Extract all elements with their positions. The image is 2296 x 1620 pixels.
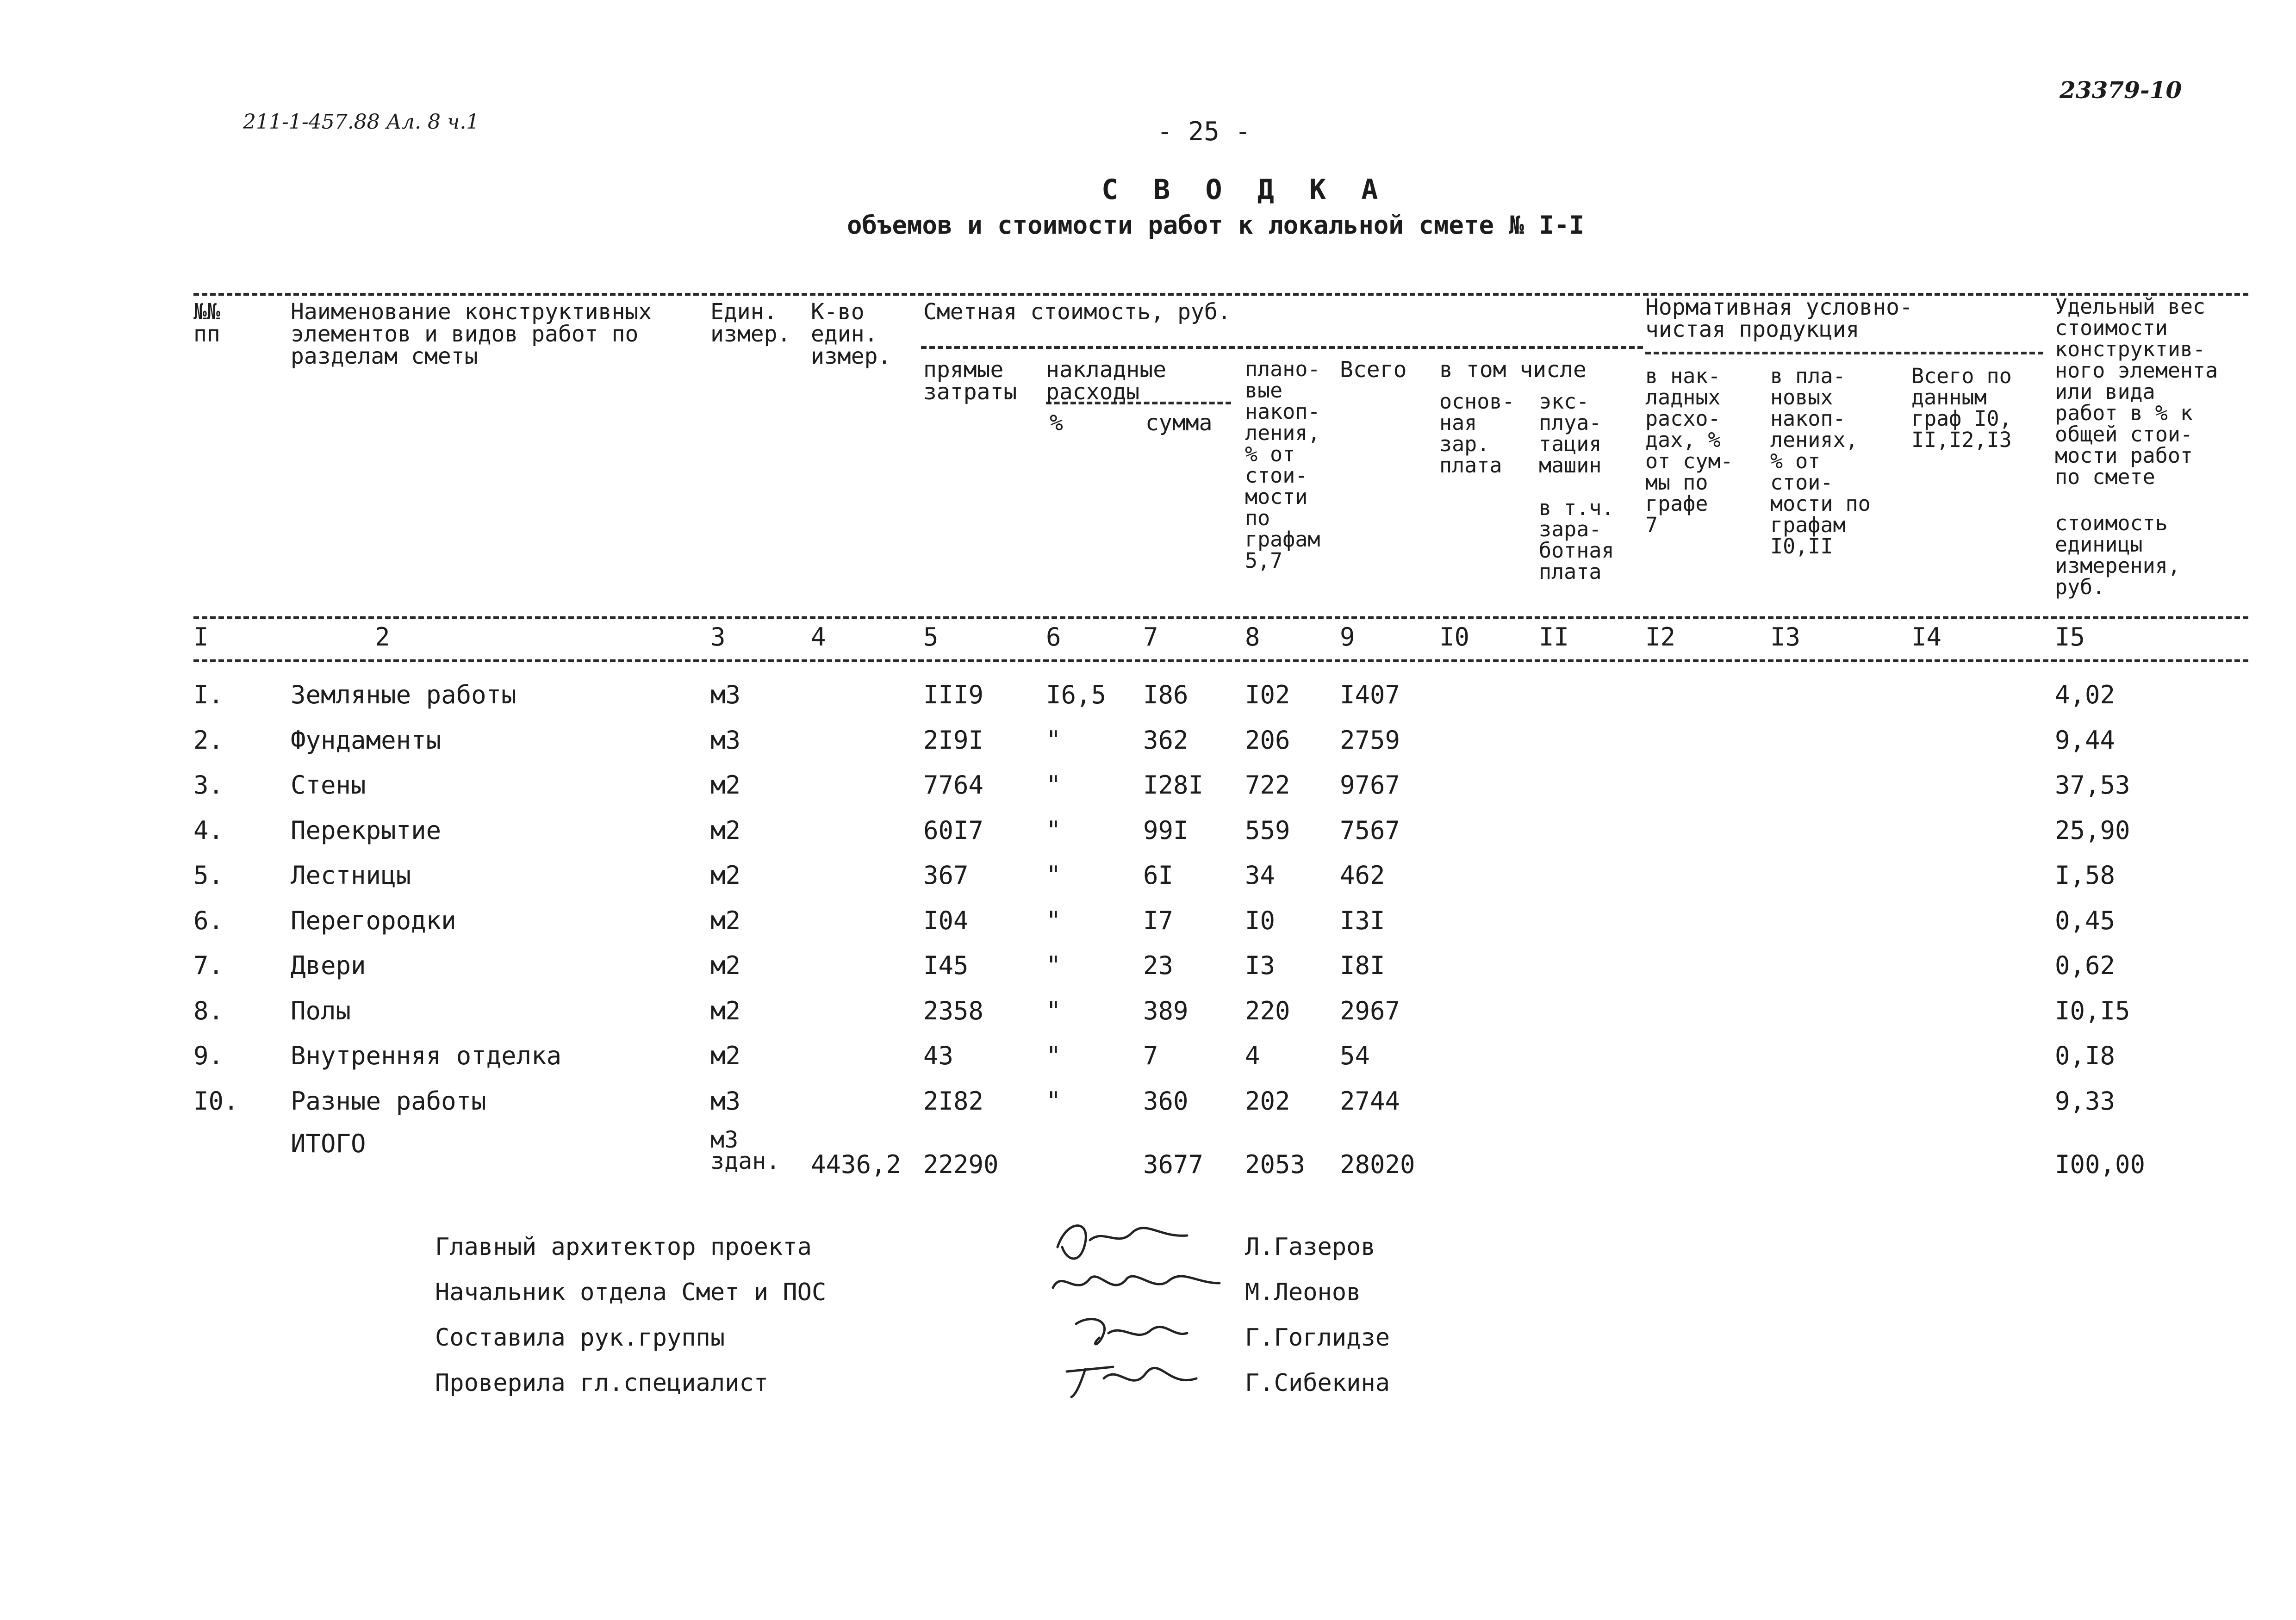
row-overhead-pct: ": [1046, 906, 1061, 935]
header-machines-wage: в т.ч. зара- ботная плата: [1539, 496, 1614, 584]
row-total: 7567: [1340, 815, 1400, 845]
row-name: Внутренняя отделка: [291, 1041, 562, 1070]
row-overhead-sum: 360: [1143, 1086, 1188, 1116]
row-unit: м2: [710, 1041, 741, 1070]
handwritten-signature: [1048, 1215, 1224, 1266]
table-row: [0, 861, 2296, 906]
row-name: Разные работы: [291, 1086, 486, 1116]
row-direct-cost: 2358: [923, 996, 984, 1025]
row-weight: 4,02: [2055, 680, 2116, 709]
row-number: 8.: [193, 996, 224, 1025]
row-overhead-sum: 99I: [1143, 815, 1188, 845]
header-overhead-sum: сумма: [1145, 410, 1213, 436]
header-norm-planned: в пла- новых накоп- лениях, % от стои- мости по графам I0,II: [1770, 364, 1871, 559]
header-unit: Един. измер.: [710, 299, 791, 347]
row-overhead-pct: ": [1046, 815, 1061, 845]
column-number: 6: [1046, 622, 1061, 652]
row-total: 54: [1340, 1041, 1370, 1070]
row-overhead-pct: ": [1046, 770, 1061, 800]
header-incl: в том числе: [1439, 357, 1587, 383]
row-direct-cost: 2I82: [923, 1086, 984, 1116]
row-number: I0.: [193, 1086, 239, 1116]
colnum-bottom-rule: [193, 659, 2248, 662]
header-overhead-pct: %: [1050, 410, 1063, 436]
table-top-rule: [193, 293, 2248, 296]
total-label: ИТОГО: [291, 1129, 366, 1158]
row-planned: 4: [1245, 1041, 1260, 1070]
row-weight: 0,45: [2055, 906, 2116, 935]
signatory-title: Главный архитектор проекта: [435, 1233, 812, 1261]
row-direct-cost: I04: [923, 906, 969, 935]
page-title: С В О Д К А: [1101, 174, 1388, 206]
row-weight: I0,I5: [2055, 996, 2130, 1025]
header-base-wage: основ- ная зар. плата: [1439, 389, 1515, 478]
row-direct-cost: 7764: [923, 770, 984, 800]
column-number: I5: [2055, 622, 2085, 652]
row-unit: м2: [710, 861, 741, 890]
row-weight: 37,53: [2055, 770, 2130, 800]
row-planned: 722: [1245, 770, 1290, 800]
row-unit: м2: [710, 770, 741, 800]
row-name: Двери: [291, 951, 366, 980]
row-number: I.: [193, 680, 224, 709]
column-number: 9: [1340, 622, 1355, 652]
header-cost-group: Сметная стоимость, руб.: [923, 299, 1231, 325]
page-number: - 25 -: [1157, 117, 1251, 147]
row-direct-cost: I45: [923, 951, 969, 980]
row-planned: I3: [1245, 951, 1276, 980]
header-norm-group: Нормативная условно- чистая продукция: [1645, 294, 1913, 342]
signatory-title: Составила рук.группы: [435, 1324, 725, 1352]
header-unit-cost: стоимость единицы измерения, руб.: [2055, 511, 2180, 599]
row-overhead-pct: ": [1046, 725, 1061, 755]
row-overhead-pct: ": [1046, 861, 1061, 890]
row-weight: 0,I8: [2055, 1041, 2116, 1070]
row-name: Фундаменты: [291, 725, 442, 755]
total-total: 28020: [1340, 1150, 1415, 1179]
table-row: [0, 906, 2296, 951]
header-direct: прямые затраты: [923, 357, 1017, 405]
table-row: [0, 951, 2296, 996]
page-subtitle: объемов и стоимости работ к локальной смете № I-I: [847, 211, 1585, 240]
table-row: [0, 726, 2296, 770]
row-overhead-sum: I86: [1143, 680, 1188, 709]
column-number: I2: [1645, 622, 1676, 652]
archive-number: 23379-10: [2060, 76, 2182, 104]
cost-subheader-rule: [921, 346, 1643, 349]
row-weight: 9,44: [2055, 725, 2116, 755]
header-norm-total: Всего по данным граф I0, II,I2,I3: [1911, 364, 2012, 452]
row-number: 6.: [193, 906, 224, 935]
row-total: I407: [1340, 680, 1400, 709]
row-unit: м3: [710, 725, 741, 755]
handwritten-signature: [1048, 1260, 1224, 1311]
row-total: I8I: [1340, 951, 1385, 980]
table-row: [0, 770, 2296, 815]
signatory-title: Проверила гл.специалист: [435, 1369, 769, 1397]
row-planned: 206: [1245, 725, 1290, 755]
table-row: [0, 996, 2296, 1041]
total-plan: 2053: [1245, 1150, 1306, 1179]
header-machines: экс- плуа- тация машин: [1539, 389, 1602, 478]
row-unit: м3: [710, 1086, 741, 1116]
row-weight: 9,33: [2055, 1086, 2116, 1116]
row-overhead-sum: 23: [1143, 951, 1174, 980]
signatory-name: Г.Гоглидзе: [1245, 1324, 1390, 1352]
row-name: Лестницы: [291, 861, 411, 890]
header-qty: К-во един. измер.: [811, 299, 891, 369]
row-number: 9.: [193, 1041, 224, 1070]
column-number: 7: [1143, 622, 1158, 652]
row-name: Перегородки: [291, 906, 456, 935]
row-planned: 559: [1245, 815, 1290, 845]
row-unit: м2: [710, 996, 741, 1025]
row-unit: м2: [710, 906, 741, 935]
total-row: [0, 1126, 2296, 1179]
header-overhead: накладные расходы: [1046, 357, 1167, 405]
row-overhead-pct: ": [1046, 1041, 1061, 1070]
row-total: I3I: [1340, 906, 1385, 935]
row-direct-cost: 43: [923, 1041, 954, 1070]
row-overhead-sum: I28I: [1143, 770, 1204, 800]
row-planned: 202: [1245, 1086, 1290, 1116]
row-number: 2.: [193, 725, 224, 755]
column-number: 2: [375, 622, 390, 652]
handwritten-signature: [1048, 1305, 1224, 1356]
column-number: 8: [1245, 622, 1260, 652]
row-planned: 34: [1245, 861, 1276, 890]
signatory-name: М.Леонов: [1245, 1279, 1361, 1306]
row-overhead-pct: I6,5: [1046, 680, 1107, 709]
row-overhead-pct: ": [1046, 1086, 1061, 1116]
header-norm-overhead: в нак- ладных расхо- дах, % от сум- мы по графе 7: [1645, 364, 1733, 537]
column-number: 3: [710, 622, 726, 652]
row-total: 9767: [1340, 770, 1400, 800]
row-total: 2967: [1340, 996, 1400, 1025]
table-row: [0, 1086, 2296, 1131]
table-row: [0, 1041, 2296, 1086]
signatory-name: Г.Сибекина: [1245, 1369, 1390, 1397]
row-direct-cost: 60I7: [923, 815, 984, 845]
signatory-title: Начальник отдела Смет и ПОС: [435, 1279, 827, 1306]
row-direct-cost: 367: [923, 861, 969, 890]
row-number: 4.: [193, 815, 224, 845]
row-overhead-pct: ": [1046, 951, 1061, 980]
handwritten-signature: [1048, 1351, 1224, 1402]
total-qty: 4436,2: [811, 1150, 902, 1179]
column-number: II: [1539, 622, 1569, 652]
row-overhead-sum: 7: [1143, 1041, 1158, 1070]
total-unit: м3 здан.: [710, 1126, 780, 1174]
column-number: I0: [1439, 622, 1470, 652]
row-direct-cost: 2I9I: [923, 725, 984, 755]
row-unit: м2: [710, 815, 741, 845]
row-name: Полы: [291, 996, 351, 1025]
row-total: 462: [1340, 861, 1385, 890]
row-planned: I02: [1245, 680, 1290, 709]
column-number: I3: [1770, 622, 1801, 652]
row-number: 5.: [193, 861, 224, 890]
row-unit: м2: [710, 951, 741, 980]
header-num: №№ пп: [193, 299, 220, 347]
row-planned: 220: [1245, 996, 1290, 1025]
column-number: I: [193, 622, 209, 652]
row-planned: I0: [1245, 906, 1276, 935]
row-weight: I,58: [2055, 861, 2116, 890]
table-row: [0, 816, 2296, 861]
signatory-name: Л.Газеров: [1245, 1233, 1375, 1261]
header-bottom-rule: [193, 616, 2248, 619]
row-name: Перекрытие: [291, 815, 442, 845]
header-name: Наименование конструктивных элементов и видов работ по разделам сметы: [291, 299, 652, 369]
row-number: 3.: [193, 770, 224, 800]
header-planned: плано- вые накоп- ления, % от стои- мости по графам 5,7: [1245, 357, 1320, 573]
total-weight: I00,00: [2055, 1150, 2146, 1179]
table-row: [0, 680, 2296, 725]
total-sum: 3677: [1143, 1150, 1204, 1179]
row-name: Стены: [291, 770, 366, 800]
column-number: 4: [811, 622, 826, 652]
row-unit: м3: [710, 680, 741, 709]
row-number: 7.: [193, 951, 224, 980]
column-number: 5: [923, 622, 939, 652]
row-name: Земляные работы: [291, 680, 516, 709]
row-total: 2759: [1340, 725, 1400, 755]
row-overhead-sum: 389: [1143, 996, 1188, 1025]
norm-subheader-rule: [1645, 352, 2043, 354]
header-weight: Удельный вес стоимости конструктив- ного элемента или вида работ в % к общей стои- мости работ по смете: [2055, 294, 2218, 489]
column-number: I4: [1911, 622, 1942, 652]
row-overhead-sum: I7: [1143, 906, 1174, 935]
row-overhead-sum: 362: [1143, 725, 1188, 755]
total-direct: 22290: [923, 1150, 999, 1179]
row-weight: 25,90: [2055, 815, 2130, 845]
row-overhead-pct: ": [1046, 996, 1061, 1025]
row-total: 2744: [1340, 1086, 1400, 1116]
row-overhead-sum: 6I: [1143, 861, 1174, 890]
document-code: 211-1-457.88 Ал. 8 ч.1: [243, 110, 479, 134]
row-direct-cost: III9: [923, 680, 984, 709]
header-total: Всего: [1340, 357, 1407, 383]
row-weight: 0,62: [2055, 951, 2116, 980]
